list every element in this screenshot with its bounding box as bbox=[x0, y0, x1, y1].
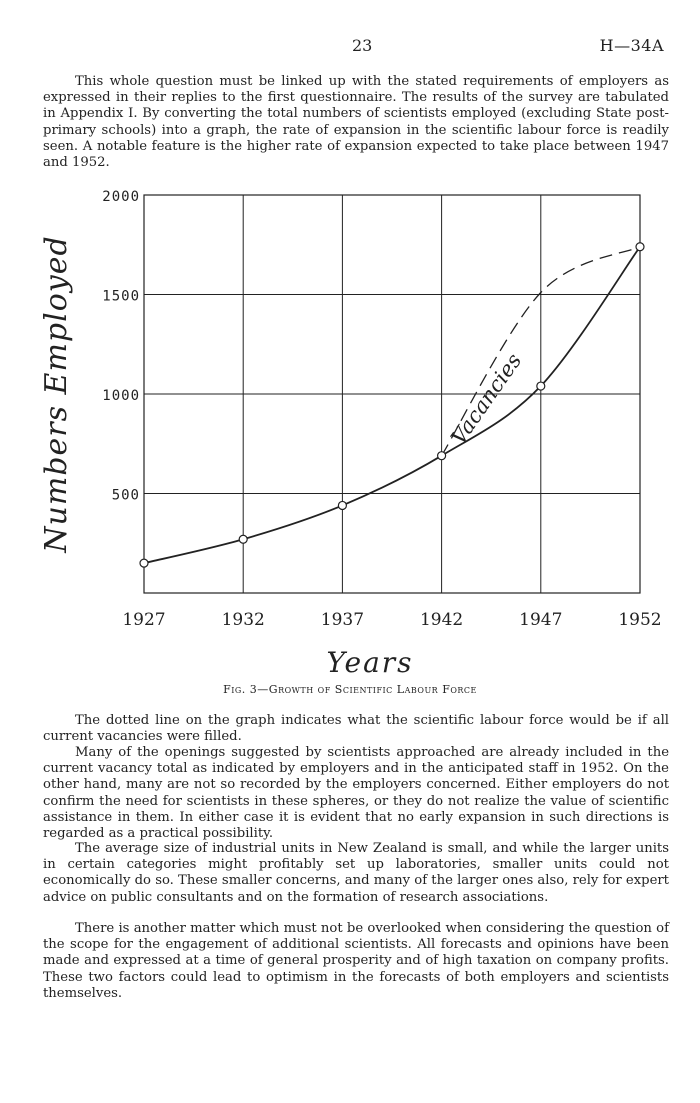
prosperity-paragraph bbox=[43, 921, 669, 1002]
x-tick-label: 1932 bbox=[221, 610, 265, 630]
industrial-units-paragraph-text: The average size of industrial units in New Zealand is small, and while the larger units in certain categories might profitably set up laboratories, smaller units could not economically do so. These smaller concerns, and many of the larger ones also, rely for expert advice on public consultants and on the formation of research associations. bbox=[43, 841, 669, 905]
y-tick-label: 1500 bbox=[102, 288, 140, 305]
x-tick-label: 1927 bbox=[122, 610, 166, 630]
data-point-marker bbox=[438, 452, 446, 460]
prosperity-paragraph-text: There is another matter which must not be overlooked when considering the question of the scope for the engagement of additional scientists. All forecasts and opinions have been made and expressed at a time of general prosperity and of high taxation on company profits. These two factors could lead to optimism in the forecasts of both employers and scientists themselves. bbox=[43, 921, 669, 1001]
figure-caption-text: Fig. 3—Growth of Scientific Labour Force bbox=[223, 683, 477, 696]
x-tick-label: 1942 bbox=[419, 610, 464, 630]
figure-caption bbox=[0, 683, 700, 696]
data-point-marker bbox=[636, 243, 644, 251]
report-code: H—34A bbox=[599, 36, 664, 55]
page-number: 23 bbox=[352, 36, 373, 55]
data-point-marker bbox=[338, 501, 346, 509]
y-tick-label: 500 bbox=[111, 487, 140, 504]
industrial-units-paragraph bbox=[43, 841, 669, 906]
y-tick-label: 2000 bbox=[102, 189, 140, 205]
page-header bbox=[0, 36, 700, 56]
dotted-line-paragraph bbox=[43, 713, 669, 745]
data-point-marker bbox=[239, 535, 247, 543]
data-point-marker bbox=[140, 559, 148, 567]
vacancies-annotation: Vacancies bbox=[446, 348, 527, 449]
openings-paragraph-text: Many of the openings suggested by scientists approached are already included in the current vacancy total as indicated by employers and in the anticipated staff in 1952. On the other hand, many are not so recorded by the employers concerned. Either employers do not confirm the need for scientists in these spheres, or they do not realize the value of scientific assistance in them. In either case it is evident that no early expansion in such directions is regarded as a practical possibility. bbox=[43, 745, 669, 842]
openings-paragraph bbox=[43, 745, 669, 842]
dotted-line-paragraph-text: The dotted line on the graph indicates what the scientific labour force would be if all current vacancies were filled. bbox=[43, 713, 669, 745]
y-axis-label: Numbers Employed bbox=[39, 235, 74, 553]
labour-force-chart bbox=[0, 180, 700, 690]
x-tick-label: 1952 bbox=[618, 610, 662, 630]
x-axis-label: Years bbox=[326, 646, 414, 679]
intro-paragraph bbox=[43, 74, 669, 171]
data-point-marker bbox=[537, 382, 545, 390]
labour-force-figure bbox=[0, 180, 700, 690]
intro-paragraph-text: This whole question must be linked up with the stated requirements of employers as expressed in their replies to the first questionnaire. The results of the survey are tabulated in Appendix I. By converting the total numbers of scientists employed (excluding State post-primary schools) into a graph, the rate of expansion in the scientific labour force is readily seen. A notable feature is the higher rate of expansion expected to take place between 1947 and 1952. bbox=[43, 74, 669, 171]
y-tick-label: 1000 bbox=[102, 388, 140, 404]
x-tick-label: 1947 bbox=[519, 610, 563, 630]
x-tick-label: 1937 bbox=[320, 610, 365, 630]
